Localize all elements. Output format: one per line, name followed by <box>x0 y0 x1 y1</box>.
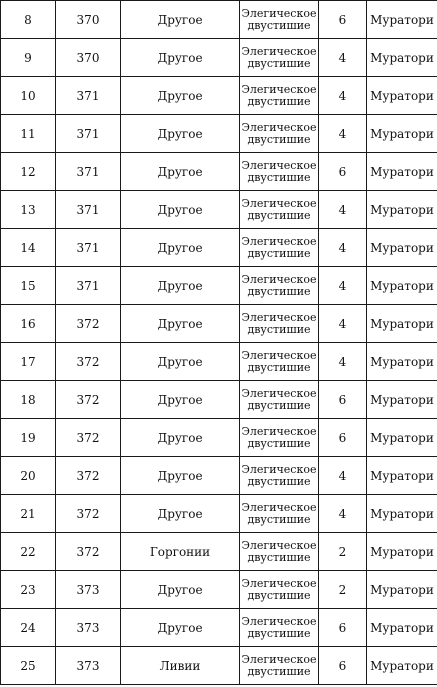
cell-name: Другое <box>121 39 240 77</box>
cell-source: Муратори <box>367 457 437 495</box>
table-row <box>1 571 437 609</box>
cell-count: 4 <box>319 191 367 229</box>
cell-number: 25 <box>1 647 56 685</box>
table-row <box>1 647 437 685</box>
table-row <box>1 229 437 267</box>
cell-count: 6 <box>319 609 367 647</box>
genre-text-line: Элегическое <box>241 348 317 362</box>
cell-genre <box>240 153 319 191</box>
cell-source: Муратори <box>367 609 437 647</box>
cell-name: Другое <box>121 495 240 533</box>
genre-text-line: Элегическое <box>241 272 317 286</box>
cell-year: 371 <box>56 229 121 267</box>
table-row <box>1 153 437 191</box>
cell-genre <box>240 115 319 153</box>
cell-name: Другое <box>121 153 240 191</box>
genre-text-line: Элегическое <box>241 500 317 514</box>
cell-source: Муратори <box>367 343 437 381</box>
genre-text-line: Элегическое <box>241 120 317 134</box>
cell-count: 4 <box>319 457 367 495</box>
cell-number: 23 <box>1 571 56 609</box>
cell-genre <box>240 381 319 419</box>
table-row <box>1 495 437 533</box>
cell-number: 17 <box>1 343 56 381</box>
cell-count: 4 <box>319 39 367 77</box>
genre-text-line: двустишие <box>247 588 311 602</box>
cell-number: 10 <box>1 77 56 115</box>
cell-source: Муратори <box>367 533 437 571</box>
cell-year: 372 <box>56 419 121 457</box>
table-row <box>1 419 437 457</box>
cell-year: 372 <box>56 343 121 381</box>
cell-count: 2 <box>319 533 367 571</box>
cell-source: Муратори <box>367 1 437 39</box>
table-row <box>1 115 437 153</box>
cell-count: 6 <box>319 153 367 191</box>
cell-count: 4 <box>319 77 367 115</box>
cell-name: Ливии <box>121 647 240 685</box>
cell-genre <box>240 457 319 495</box>
cell-number: 11 <box>1 115 56 153</box>
cell-year: 372 <box>56 533 121 571</box>
genre-text-line: двустишие <box>247 512 311 526</box>
genre-text-line: Элегическое <box>241 576 317 590</box>
cell-genre <box>240 571 319 609</box>
cell-number: 19 <box>1 419 56 457</box>
cell-year: 370 <box>56 39 121 77</box>
cell-genre <box>240 419 319 457</box>
table-row <box>1 305 437 343</box>
cell-genre <box>240 229 319 267</box>
cell-count: 4 <box>319 495 367 533</box>
table-row <box>1 191 437 229</box>
cell-year: 372 <box>56 457 121 495</box>
cell-year: 370 <box>56 1 121 39</box>
cell-source: Муратори <box>367 39 437 77</box>
genre-text-line: двустишие <box>247 664 311 678</box>
cell-year: 373 <box>56 647 121 685</box>
genre-text-line: Элегическое <box>241 82 317 96</box>
cell-source: Муратори <box>367 419 437 457</box>
genre-text-line: Элегическое <box>241 6 317 20</box>
cell-name: Другое <box>121 381 240 419</box>
genre-text-line: Элегическое <box>241 386 317 400</box>
cell-name: Другое <box>121 267 240 305</box>
cell-genre <box>240 77 319 115</box>
genre-text-line: двустишие <box>247 626 311 640</box>
genre-text-line: двустишие <box>247 436 311 450</box>
genre-text-line: двустишие <box>247 94 311 108</box>
table-row <box>1 343 437 381</box>
cell-source: Муратори <box>367 571 437 609</box>
genre-text-line: двустишие <box>247 550 311 564</box>
cell-name: Другое <box>121 609 240 647</box>
genre-text-line: Элегическое <box>241 538 317 552</box>
cell-name: Другое <box>121 191 240 229</box>
cell-genre <box>240 1 319 39</box>
table-row <box>1 381 437 419</box>
cell-genre <box>240 191 319 229</box>
cell-source: Муратори <box>367 381 437 419</box>
genre-text-line: двустишие <box>247 170 311 184</box>
table-body <box>1 1 437 685</box>
cell-source: Муратори <box>367 77 437 115</box>
cell-source: Муратори <box>367 191 437 229</box>
cell-genre <box>240 267 319 305</box>
cell-year: 373 <box>56 571 121 609</box>
cell-year: 371 <box>56 191 121 229</box>
genre-text-line: Элегическое <box>241 234 317 248</box>
cell-number: 14 <box>1 229 56 267</box>
cell-count: 4 <box>319 229 367 267</box>
cell-name: Другое <box>121 419 240 457</box>
cell-year: 371 <box>56 153 121 191</box>
genre-text-line: двустишие <box>247 322 311 336</box>
cell-number: 13 <box>1 191 56 229</box>
cell-source: Муратори <box>367 267 437 305</box>
cell-number: 12 <box>1 153 56 191</box>
cell-count: 6 <box>319 381 367 419</box>
cell-number: 20 <box>1 457 56 495</box>
cell-number: 15 <box>1 267 56 305</box>
cell-genre <box>240 343 319 381</box>
genre-text-line: Элегическое <box>241 614 317 628</box>
cell-count: 4 <box>319 305 367 343</box>
genre-text-line: Элегическое <box>241 158 317 172</box>
table-row <box>1 1 437 39</box>
cell-name: Горгонии <box>121 533 240 571</box>
cell-name: Другое <box>121 305 240 343</box>
table-row <box>1 77 437 115</box>
cell-year: 371 <box>56 115 121 153</box>
cell-source: Муратори <box>367 495 437 533</box>
cell-name: Другое <box>121 1 240 39</box>
cell-genre <box>240 39 319 77</box>
cell-year: 371 <box>56 267 121 305</box>
table-row <box>1 39 437 77</box>
cell-year: 372 <box>56 495 121 533</box>
cell-number: 9 <box>1 39 56 77</box>
cell-year: 373 <box>56 609 121 647</box>
cell-genre <box>240 533 319 571</box>
cell-count: 4 <box>319 343 367 381</box>
genre-text-line: Элегическое <box>241 424 317 438</box>
genre-text-line: двустишие <box>247 208 311 222</box>
cell-year: 372 <box>56 381 121 419</box>
cell-source: Муратори <box>367 153 437 191</box>
genre-text-line: Элегическое <box>241 44 317 58</box>
cell-source: Муратори <box>367 229 437 267</box>
cell-genre <box>240 647 319 685</box>
genre-text-line: Элегическое <box>241 652 317 666</box>
cell-count: 4 <box>319 267 367 305</box>
cell-count: 6 <box>319 1 367 39</box>
genre-text-line: двустишие <box>247 56 311 70</box>
cell-number: 24 <box>1 609 56 647</box>
cell-year: 371 <box>56 77 121 115</box>
cell-number: 16 <box>1 305 56 343</box>
table-row <box>1 609 437 647</box>
cell-count: 2 <box>319 571 367 609</box>
genre-text-line: двустишие <box>247 132 311 146</box>
table-row <box>1 533 437 571</box>
cell-year: 372 <box>56 305 121 343</box>
cell-source: Муратори <box>367 115 437 153</box>
cell-number: 8 <box>1 1 56 39</box>
cell-count: 6 <box>319 419 367 457</box>
cell-number: 21 <box>1 495 56 533</box>
cell-name: Другое <box>121 571 240 609</box>
cell-genre <box>240 609 319 647</box>
cell-name: Другое <box>121 229 240 267</box>
genre-text-line: Элегическое <box>241 462 317 476</box>
cell-genre <box>240 495 319 533</box>
table-row <box>1 267 437 305</box>
genre-text-line: двустишие <box>247 474 311 488</box>
genre-text-line: двустишие <box>247 284 311 298</box>
genre-text-line: двустишие <box>247 18 311 32</box>
cell-number: 18 <box>1 381 56 419</box>
cell-name: Другое <box>121 343 240 381</box>
cell-count: 6 <box>319 647 367 685</box>
cell-name: Другое <box>121 457 240 495</box>
cell-source: Муратори <box>367 647 437 685</box>
cell-genre <box>240 305 319 343</box>
table-row <box>1 457 437 495</box>
cell-name: Другое <box>121 115 240 153</box>
cell-number: 22 <box>1 533 56 571</box>
cell-count: 4 <box>319 115 367 153</box>
cell-name: Другое <box>121 77 240 115</box>
genre-text-line: двустишие <box>247 246 311 260</box>
cell-source: Муратори <box>367 305 437 343</box>
genre-text-line: двустишие <box>247 360 311 374</box>
genre-text-line: двустишие <box>247 398 311 412</box>
genre-text-line: Элегическое <box>241 310 317 324</box>
genre-text-line: Элегическое <box>241 196 317 210</box>
